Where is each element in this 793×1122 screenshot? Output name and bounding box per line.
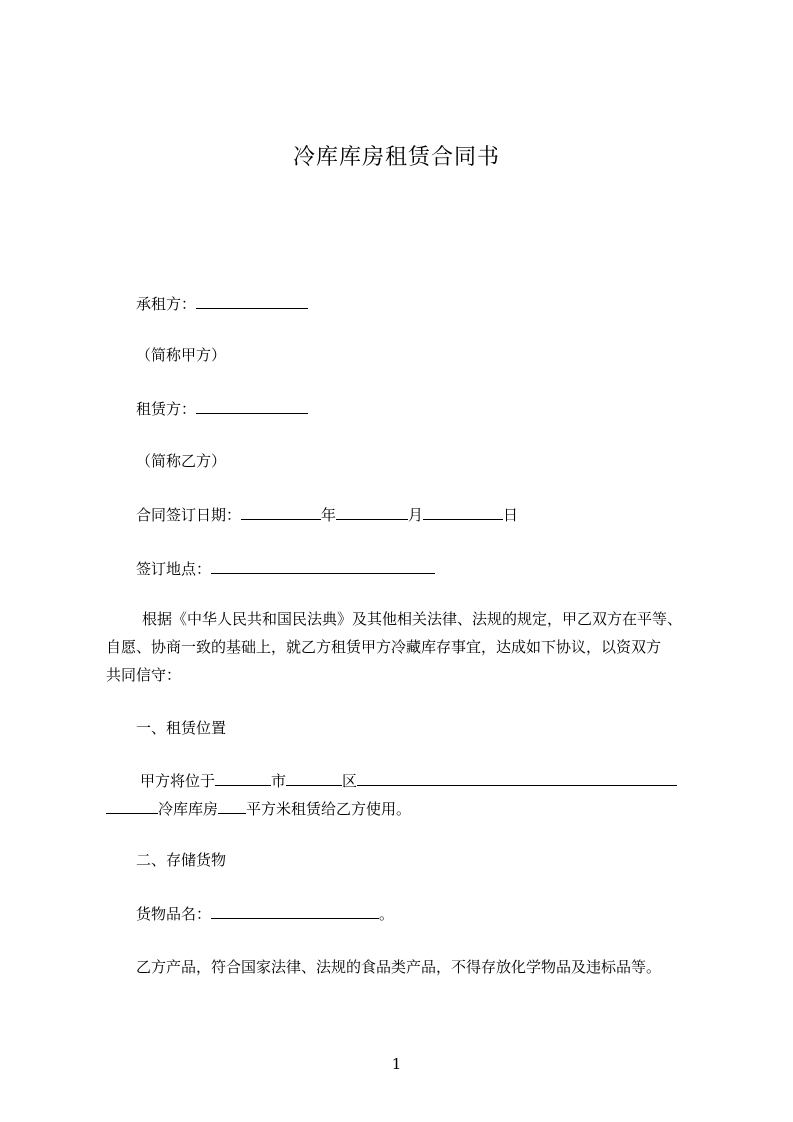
intro-line-1: 根据《中华人民共和国民法典》及其他相关法律、法规的规定，甲乙双方在平等、 [142,610,683,628]
lessor-label: 租赁方： [136,400,197,418]
month-blank[interactable] [336,504,408,520]
location-mid: 冷库库房 [158,800,219,818]
location-suffix: 平方米租赁给乙方使用。 [246,800,412,818]
lessee-label: 承租方： [136,295,197,313]
year-label: 年 [321,506,337,524]
address-blank[interactable] [357,770,677,786]
sign-place-line [136,558,435,579]
goods-end: 。 [379,905,395,923]
page-number: 1 [391,1055,402,1073]
goods-label: 货物品名： [136,905,212,923]
location-prefix: 甲方将位于 [140,772,216,790]
lessee-blank[interactable] [196,293,308,309]
party-a-note: （简称甲方） [136,346,227,364]
intro-line-3: 共同信守： [106,666,182,684]
goods-rule: 乙方产品，符合国家法律、法规的食品类产品，不得存放化学物品及违标品等。 [136,958,662,976]
document-title: 冷库库房租赁合同书 [292,145,500,170]
section1-heading: 一、租赁位置 [136,719,227,737]
day-label: 日 [503,506,519,524]
year-blank[interactable] [241,504,321,520]
address-blank-cont[interactable] [106,798,158,814]
section2-heading: 二、存储货物 [136,851,227,869]
goods-blank[interactable] [211,903,379,919]
city-label: 市 [271,772,287,790]
goods-line [136,903,394,924]
lessee-line [136,293,308,314]
location-line-1 [140,770,677,791]
area-blank[interactable] [218,798,246,814]
lessor-blank[interactable] [196,398,308,414]
party-b-note: （简称乙方） [136,452,227,470]
lessor-line [136,398,308,419]
district-label: 区 [342,772,358,790]
day-blank[interactable] [423,504,503,520]
location-line-2 [106,798,411,819]
sign-date-line [136,504,518,525]
city-blank[interactable] [215,770,271,786]
intro-line-2: 自愿、协商一致的基础上，就乙方租赁甲方冷藏库存事宜，达成如下协议，以资双方 [106,638,662,656]
sign-date-label: 合同签订日期： [136,506,242,524]
district-blank[interactable] [286,770,342,786]
sign-place-blank[interactable] [211,558,435,574]
month-label: 月 [408,506,424,524]
sign-place-label: 签订地点： [136,560,212,578]
